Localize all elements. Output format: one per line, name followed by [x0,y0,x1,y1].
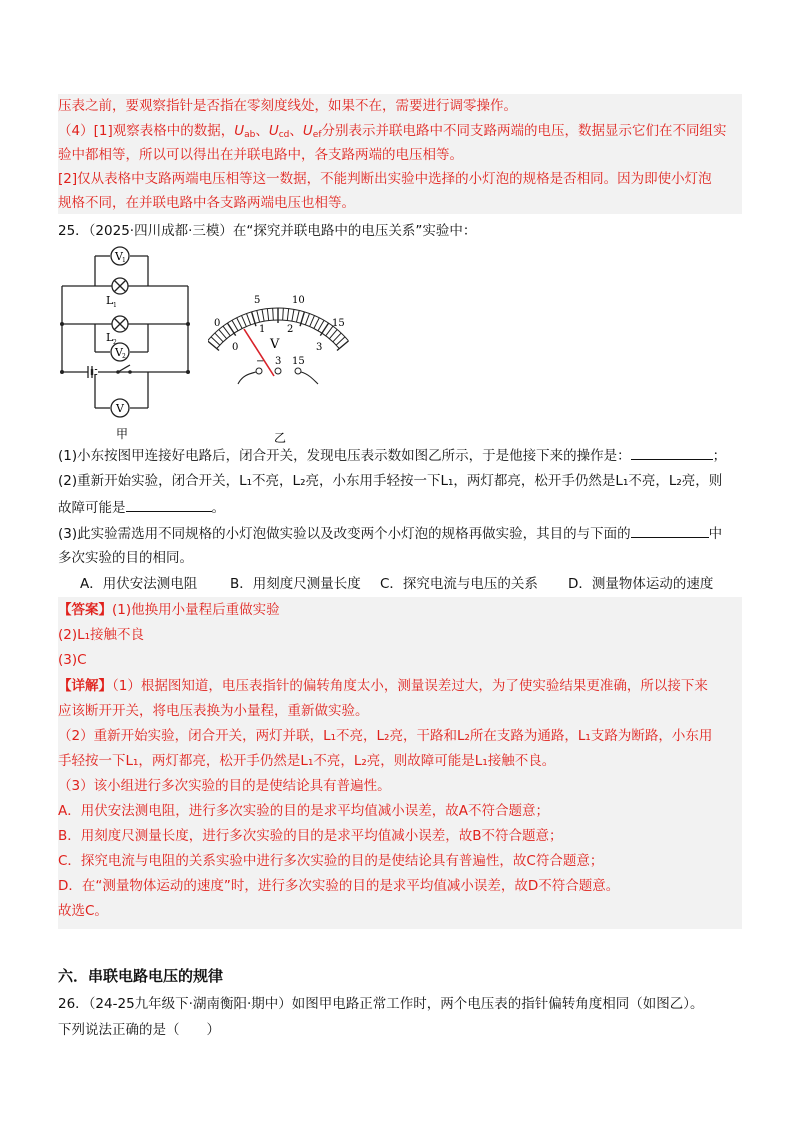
meter-v2-sub: 2 [122,353,126,360]
option-d: D．测量物体运动的速度 [568,576,714,592]
question-25-part-3: (3)此实验需选用不同规格的小灯泡做实验以及改变两个小灯泡的规格再做实验，其目的与下面的 中 [58,523,722,544]
answer-line: 验中都相等，所以可以得出在并联电路中，各支路两端的电压相等。 [58,147,463,163]
answer-line: C．探究电流与电阻的关系实验中进行多次实验的目的是使结论具有普遍性，故C符合题意； [58,853,604,869]
scale-tick [314,318,319,329]
question-25-part-2: (2)重新开始实验，闭合开关，L₁不亮，L₂亮，小东用手轻按一下L₁，两灯都亮，松开手仍然是L₁不亮，L₂亮，则 [58,473,723,489]
meter-v-label: V [116,402,124,415]
meter-unit: V [270,337,280,352]
option-a: A．用伏安法测电阻 [80,576,198,592]
scale-tick [287,309,288,321]
scale-tick [223,326,230,336]
scale-tick [273,308,274,320]
terminal-3-label: 3 [275,356,282,367]
lamp-l1-label: L [106,294,114,307]
question-25-part-3-cont: 多次实验的目的相同。 [58,550,193,566]
meter-inner-2: 2 [287,324,294,335]
scale-tick [232,320,238,330]
scale-tick [305,314,309,325]
answer-line: D．在“测量物体运动的速度”时，进行多次实验的目的是求平均值减小误差，故D不符合题意。 [58,878,620,894]
question-26-stem-cont: 下列说法正确的是（ ） [58,1022,220,1038]
answer-line: B．用刻度尺测量长度，进行多次实验的目的是求平均值减小误差，故B不符合题意； [58,828,563,844]
scale-tick [333,333,341,342]
answer-line: (3)C [58,652,87,668]
meter-v2-label: V [115,346,123,359]
scale-tick [296,310,299,322]
circuit-diagram-jia [58,244,198,444]
answer-line: 应该断开开关，将电压表换为小量程，重新做实验。 [58,703,369,719]
lamp-l2-sub: 2 [113,339,117,346]
question-25-part-2-cont: 故障可能是 。 [58,497,225,518]
answer-line: A．用伏安法测电阻，进行多次实验的目的是求平均值减小误差，故A不符合题意； [58,803,549,819]
voltmeter-dial-yi [208,290,358,450]
meter-outer-0: 0 [214,318,221,329]
scale-tick [329,330,337,339]
scale-tick [336,337,345,345]
answer-blank[interactable] [631,445,713,460]
scale-tick [267,309,268,321]
scale-tick [262,309,264,321]
meter-v1-label: V [115,250,123,263]
scale-tick [242,316,247,327]
meter-inner-0: 0 [232,342,239,353]
meter-inner-3: 3 [316,342,323,353]
answer-line: 规格不同，在并联电路中各支路两端电压也相等。 [58,195,355,211]
lamp-l2-label: L [106,331,114,344]
lamp-l1-sub: 1 [113,302,117,309]
answer-blank[interactable] [126,497,212,512]
scale-tick [219,330,227,339]
scale-tick [257,310,260,322]
answer-25-block [58,597,742,929]
scale-tick [237,318,242,329]
scale-tick [211,337,220,345]
scale-tick [310,316,315,327]
scale-tick [215,333,223,342]
scale-tick [247,314,251,325]
answer-blank[interactable] [631,523,709,538]
terminal-15-label: 15 [292,356,305,367]
scale-tick [283,308,284,320]
answer-line: （3）该小组进行多次实验的目的是使结论具有普遍性。 [58,778,391,794]
meter-outer-15: 15 [332,318,345,329]
section-heading: 六．串联电路电压的规律 [58,967,224,985]
answer-line: (2)L₁接触不良 [58,627,145,643]
question-25-part-1: (1)小东按图甲连接好电路后，闭合开关，发现电压表示数如图乙所示，于是他接下来的操作是： ； [58,445,726,466]
meter-outer-5: 5 [254,295,261,306]
answer-line: 【详解】（1）根据图知道，电压表指针的偏转角度太小，测量误差过大，为了使实验结果更准确，所以接下来 [58,678,708,694]
meter-inner-1: 1 [259,324,266,335]
answer-line: （4）[1]观察表格中的数据，$U_{ab}$、$U_{cd}$、$U_{ef}$分别表示并联电路中不同支路两端的电压，数据显示它们在不同组实 [58,123,727,140]
terminal-neg-label: − [256,356,265,367]
scale-tick [318,320,324,330]
meter-outer-10: 10 [292,295,305,306]
answer-line: 故选C。 [58,903,108,919]
option-b: B．用刻度尺测量长度 [230,576,361,592]
question-25-stem: 25．（2025·四川成都·三模）在“探究并联电路中的电压关系”实验中： [58,223,477,239]
meter-v1-sub: 1 [122,257,126,264]
figure-label-jia: 甲 [116,427,129,441]
answer-line: 压表之前，要观察指针是否指在零刻度线处，如果不在，需要进行调零操作。 [58,98,517,114]
question-26-stem: 26．（24-25九年级下·湖南衡阳·期中）如图甲电路正常工作时，两个电压表的指针偏转角度相同（如图乙）。 [58,996,704,1012]
top-answer-block [58,94,742,214]
scale-tick [292,309,294,321]
answer-line: （2）重新开始实验，闭合开关，两灯并联，L₁不亮，L₂亮，干路和L₂所在支路为通路，L₁支路为断路，小东用 [58,728,713,744]
option-c: C．探究电流与电压的关系 [380,576,538,592]
answer-line: 【答案】(1)他换用小量程后重做实验 [58,602,280,618]
answer-line: [2]仅从表格中支路两端电压相等这一数据，不能判断出实验中选择的小灯泡的规格是否相同。因为即使小灯泡 [58,171,712,187]
figure-label-yi: 乙 [274,431,287,445]
question-25-options [80,574,713,594]
answer-line: 手轻按一下L₁，两灯都亮，松开手仍然是L₁不亮，L₂亮，则故障可能是L₁接触不良。 [58,753,556,769]
